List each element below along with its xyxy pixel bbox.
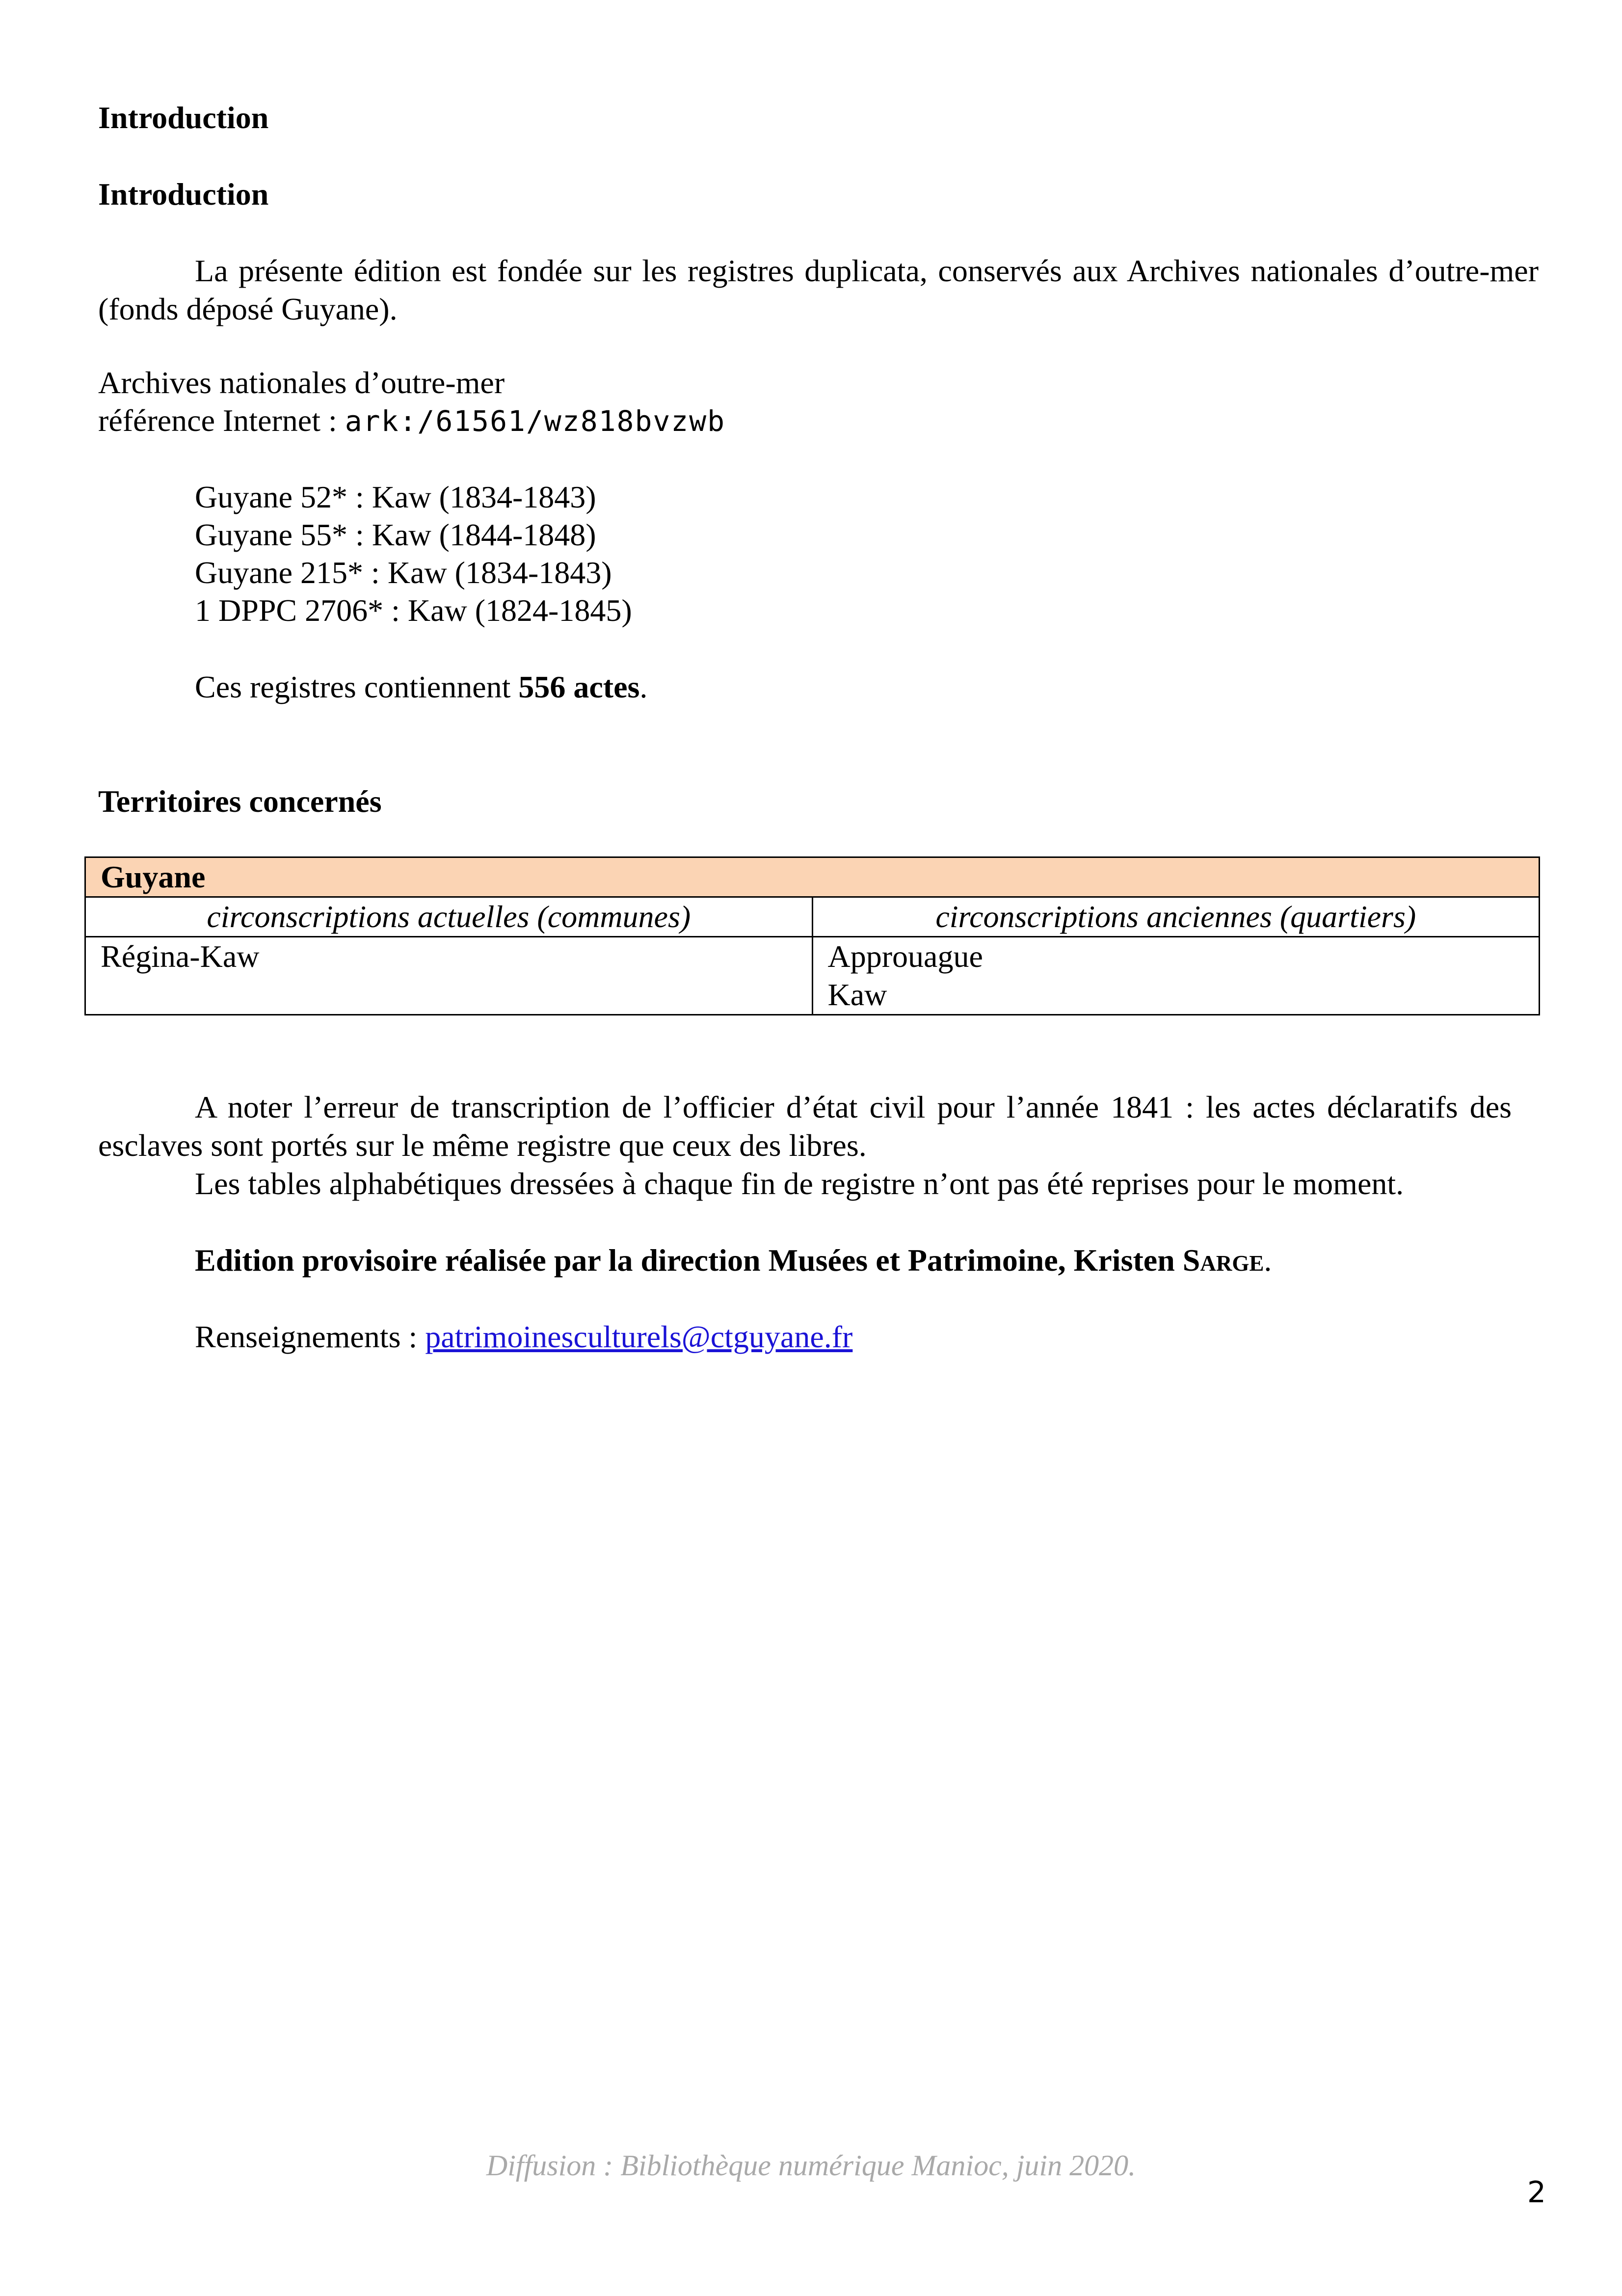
register-item: 1 DPPC 2706* : Kaw (1824-1845): [195, 593, 632, 628]
old-circonscriptions-cell: [812, 937, 1540, 1015]
contact-email-link[interactable]: patrimoinesculturels@ctguyane.fr: [425, 1319, 853, 1354]
column-header-current: circonscriptions actuelles (communes): [85, 897, 813, 937]
table-row: [85, 937, 1540, 1015]
acts-summary-prefix: Ces registres contiennent: [195, 669, 519, 704]
contact-label: Renseignements :: [195, 1319, 425, 1354]
edition-credit-surname: Sarge: [1182, 1243, 1264, 1278]
acts-count: 556 actes: [518, 669, 640, 704]
old-circonscription: Kaw: [827, 977, 887, 1012]
edition-credit: [195, 1241, 1272, 1280]
register-item: Guyane 55* : Kaw (1844-1848): [195, 517, 596, 552]
edition-credit-suffix: .: [1264, 1243, 1272, 1278]
heading-introduction-repeat: Introduction: [98, 177, 269, 212]
contact-line: [195, 1318, 852, 1356]
territories-table: [84, 856, 1540, 1015]
table-header-row: [85, 857, 1540, 897]
archives-reference-label: référence Internet :: [98, 403, 345, 438]
archives-name: Archives nationales d’outre-mer: [98, 365, 505, 400]
region-name: Guyane: [85, 857, 1540, 897]
note-paragraph: A noter l’erreur de transcription de l’officier d’état civil pour l’année 1841 : les actes déclaratifs des esclaves sont portés sur le même registre que ceux des libres.: [98, 1090, 1512, 1163]
page-number: 2: [1527, 2175, 1546, 2210]
column-header-old: circonscriptions anciennes (quartiers): [812, 897, 1540, 937]
footer-diffusion: Diffusion : Bibliothèque numérique Manioc, juin 2020.: [486, 2149, 1136, 2182]
edition-credit-text: Edition provisoire réalisée par la direction Musées et Patrimoine, Kristen: [195, 1243, 1183, 1278]
heading-territoires: Territoires concernés: [98, 784, 382, 819]
archives-reference-line: [98, 401, 725, 440]
register-item: Guyane 215* : Kaw (1834-1843): [195, 555, 612, 590]
tables-note: Les tables alphabétiques dressées à chaque fin de registre n’ont pas été reprises pour le moment.: [195, 1166, 1404, 1201]
intro-paragraph: La présente édition est fondée sur les registres duplicata, conservés aux Archives nationales d’outre-mer (fonds déposé Guyane).: [98, 253, 1539, 326]
register-item: Guyane 52* : Kaw (1834-1843): [195, 480, 596, 514]
archives-reference-value: ark:/61561/wz818bvzwb: [345, 404, 726, 438]
acts-summary-suffix: .: [639, 669, 648, 704]
heading-introduction: Introduction: [98, 100, 269, 135]
old-circonscription: Approuague: [827, 939, 983, 974]
current-circonscriptions-cell: [85, 937, 813, 1015]
table-subheader-row: [85, 897, 1540, 937]
current-circonscription: Régina-Kaw: [101, 939, 260, 974]
acts-summary: [195, 668, 647, 706]
